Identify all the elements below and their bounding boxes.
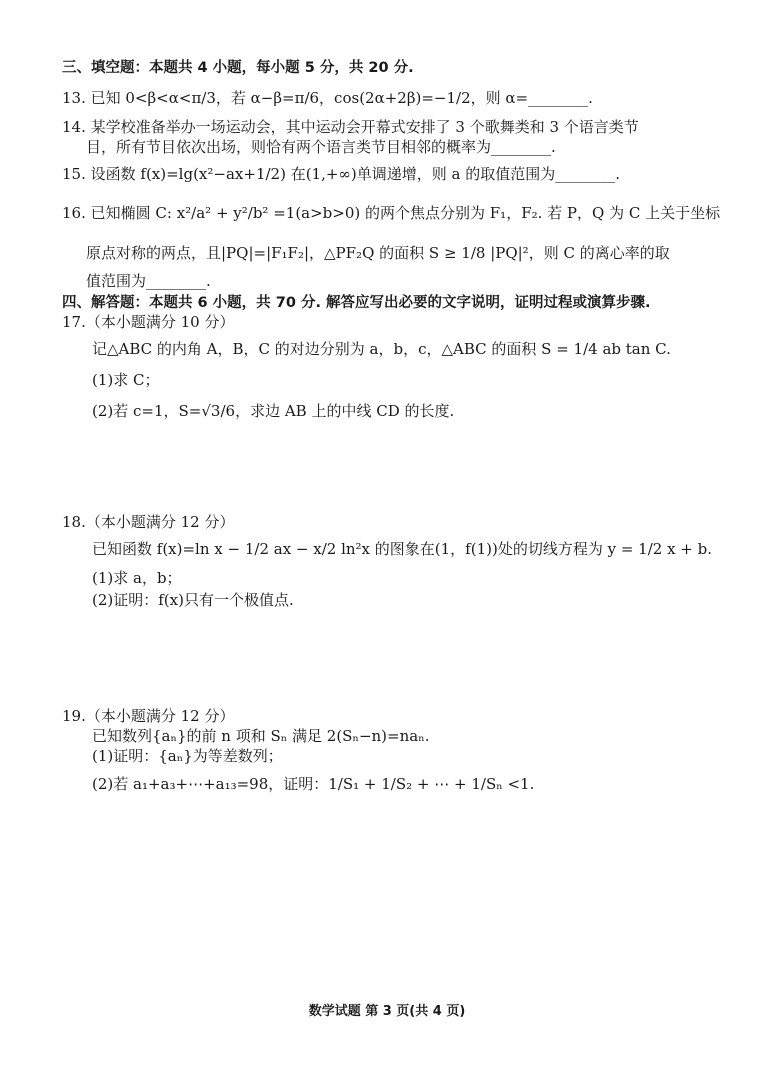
section4-heading: 四、解答题：本题共 6 小题，共 70 分. 解答应写出必要的文字说明，证明过程或演算步骤. [62,295,651,311]
question-18-stem: 已知函数 f(x)=ln x − 1/2 ax − x/2 ln²x 的图象在(1，f(1))处的切线方程为 y = 1/2 x + b. [92,540,713,558]
question-16-line3: 值范围为________. [86,272,211,290]
question-18-part1: (1)求 a，b； [92,569,182,587]
question-17-stem: 记△ABC 的内角 A，B，C 的对边分别为 a，b，c，△ABC 的面积 S = 1/4 ab tan C. [92,340,671,358]
question-13: 13. 已知 0<β<α<π/3，若 α−β=π/6，cos(2α+2β)=−1/2，则 α=________. [62,89,593,107]
question-16-line2: 原点对称的两点，且|PQ|=|F₁F₂|，△PF₂Q 的面积 S ≥ 1/8 |PQ|²，则 C 的离心率的取 [86,244,670,262]
question-17-part2: (2)若 c=1，S=√3/6，求边 AB 上的中线 CD 的长度. [92,402,455,420]
question-19-part1: (1)证明：{aₙ}为等差数列； [92,747,283,765]
question-14-line2: 目，所有节目依次出场，则恰有两个语言类节目相邻的概率为________. [86,138,556,156]
question-19-part2: (2)若 a₁+a₃+⋯+a₁₃=98，证明：1/S₁ + 1/S₂ + ⋯ + 1/Sₙ <1. [92,775,535,793]
question-14-line1: 14. 某学校准备举办一场运动会，其中运动会开幕式安排了 3 个歌舞类和 3 个语言类节 [62,118,639,136]
page-footer: 数学试题 第 3 页(共 4 页) [308,1004,466,1019]
question-16-line1: 16. 已知椭圆 C: x²/a² + y²/b² =1(a>b>0) 的两个焦点分别为 F₁，F₂. 若 P，Q 为 C 上关于坐标 [62,204,721,222]
question-19-stem: 已知数列{aₙ}的前 n 项和 Sₙ 满足 2(Sₙ−n)=naₙ. [92,727,430,745]
question-17-title: 17.（本小题满分 10 分） [62,313,235,331]
question-15: 15. 设函数 f(x)=lg(x²−ax+1/2) 在(1,+∞)单调递增，则 a 的取值范围为________. [62,165,621,183]
section3-heading: 三、填空题：本题共 4 小题，每小题 5 分，共 20 分. [62,60,414,76]
question-17-part1: (1)求 C； [92,371,160,389]
question-19-title: 19.（本小题满分 12 分） [62,707,235,725]
question-18-part2: (2)证明：f(x)只有一个极值点. [92,591,294,609]
question-18-title: 18.（本小题满分 12 分） [62,513,235,531]
